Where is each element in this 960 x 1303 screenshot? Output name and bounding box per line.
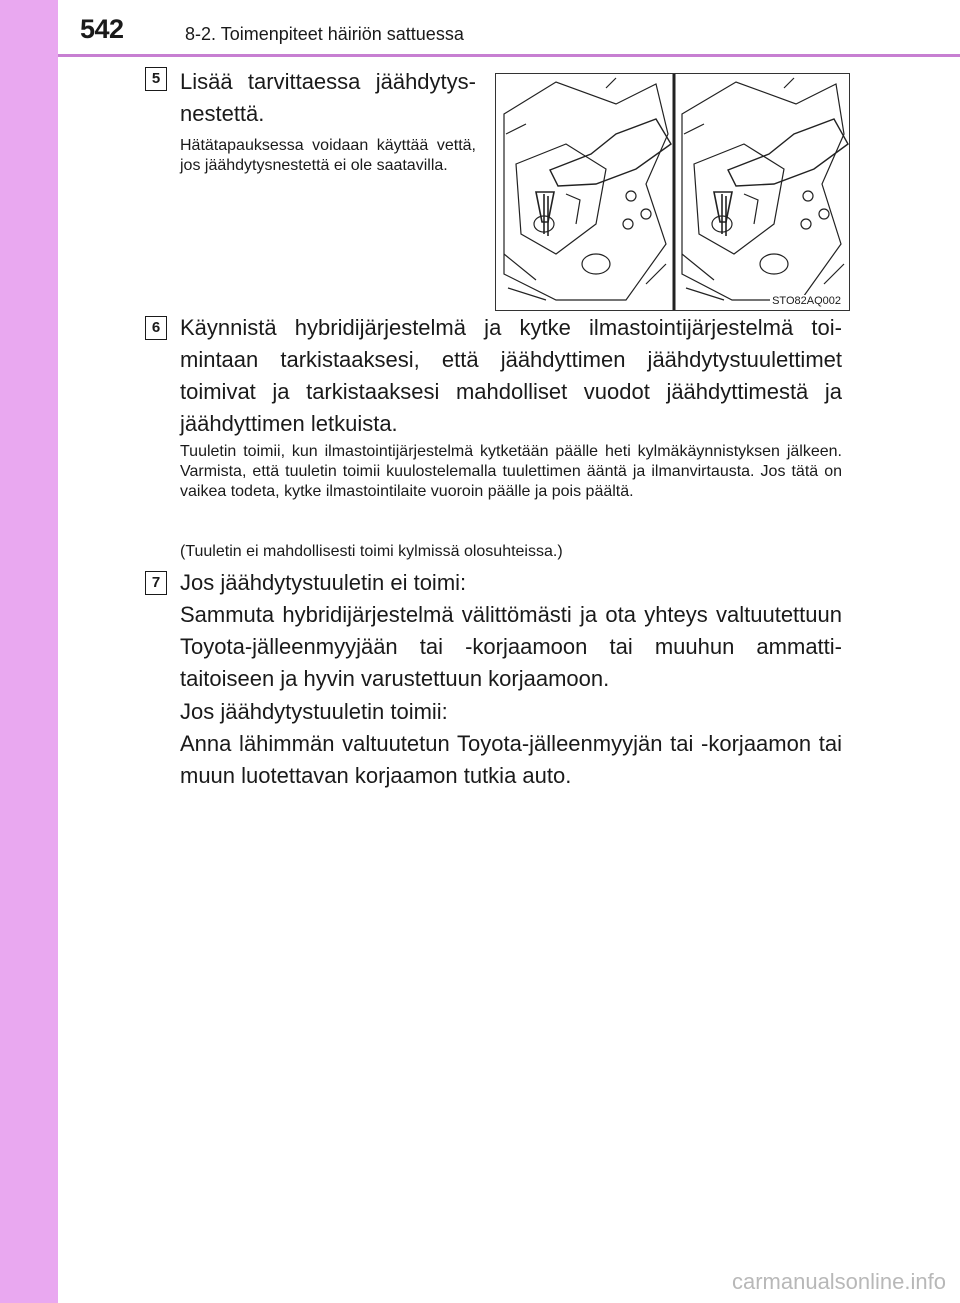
- step-7-instruction: Sammuta hybridijärjestelmä välittömästi ja ota yhteys valtuutettuun Toyota-jälleenmyyjään tai -korjaamoon tai muuhun ammattitaitoiseen ja hyvin varustettuun korjaamoon.: [180, 602, 842, 691]
- step-5-note: Hätätapauksessa voidaan käyttää vettä, jos jäähdytysnestettä ei ole saatavilla.: [180, 137, 476, 174]
- watermark: carmanualsonline.info: [731, 1269, 946, 1294]
- page-number: 542: [80, 14, 124, 44]
- step-number-6: 6: [145, 316, 167, 340]
- step-7-condition-not-working: Jos jäähdytystuuletin ei toimi:: [180, 570, 467, 595]
- step-number-5: 5: [145, 67, 167, 91]
- step-6-note-cold: (Tuuletin ei mahdollisesti toimi kylmissä olosuhteissa.): [180, 543, 563, 560]
- step-6-instruction: Käynnistä hybridijärjestelmä ja kytke ilmastointijärjestelmä toimintaan tarkistaaksesi, että jäähdyttimen jäähdytystuulettimet toimivat ja tarkistaaksesi mahdolliset vuodot jäähdyttimestä ja jäähdyttimen letkuista.: [180, 315, 842, 436]
- figure-code: STO82AQ002: [772, 295, 841, 307]
- step-number-7: 7: [145, 571, 167, 595]
- step-6-note: Tuuletin toimii, kun ilmastointijärjestelmä kytketään päälle heti kylmäkäynnistyksen jälkeen. Varmista, että tuuletin toimii kuulostelemalla tuulettimen ääntä ja ilmanvirtausta. Jos tätä on vaikea todeta, kytke ilmastointilaite vuoroin päälle ja pois päältä.: [180, 443, 842, 500]
- header-rule: [58, 54, 960, 57]
- step-5-instruction: Lisää tarvittaessa jäähdytysnestettä.: [180, 69, 476, 126]
- step-7-instruction-2: Anna lähimmän valtuutetun Toyota-jälleenmyyjän tai -korjaamon tai muun luotettavan korjaamon tutkia auto.: [180, 731, 842, 788]
- step-7-condition-working: Jos jäähdytystuuletin toimii:: [180, 699, 448, 724]
- coolant-refill-illustration: [495, 73, 850, 311]
- section-title: 8-2. Toimenpiteet häiriön sattuessa: [185, 24, 464, 44]
- side-tab-band: [0, 0, 58, 1303]
- coolant-illustration-svg: [496, 74, 849, 310]
